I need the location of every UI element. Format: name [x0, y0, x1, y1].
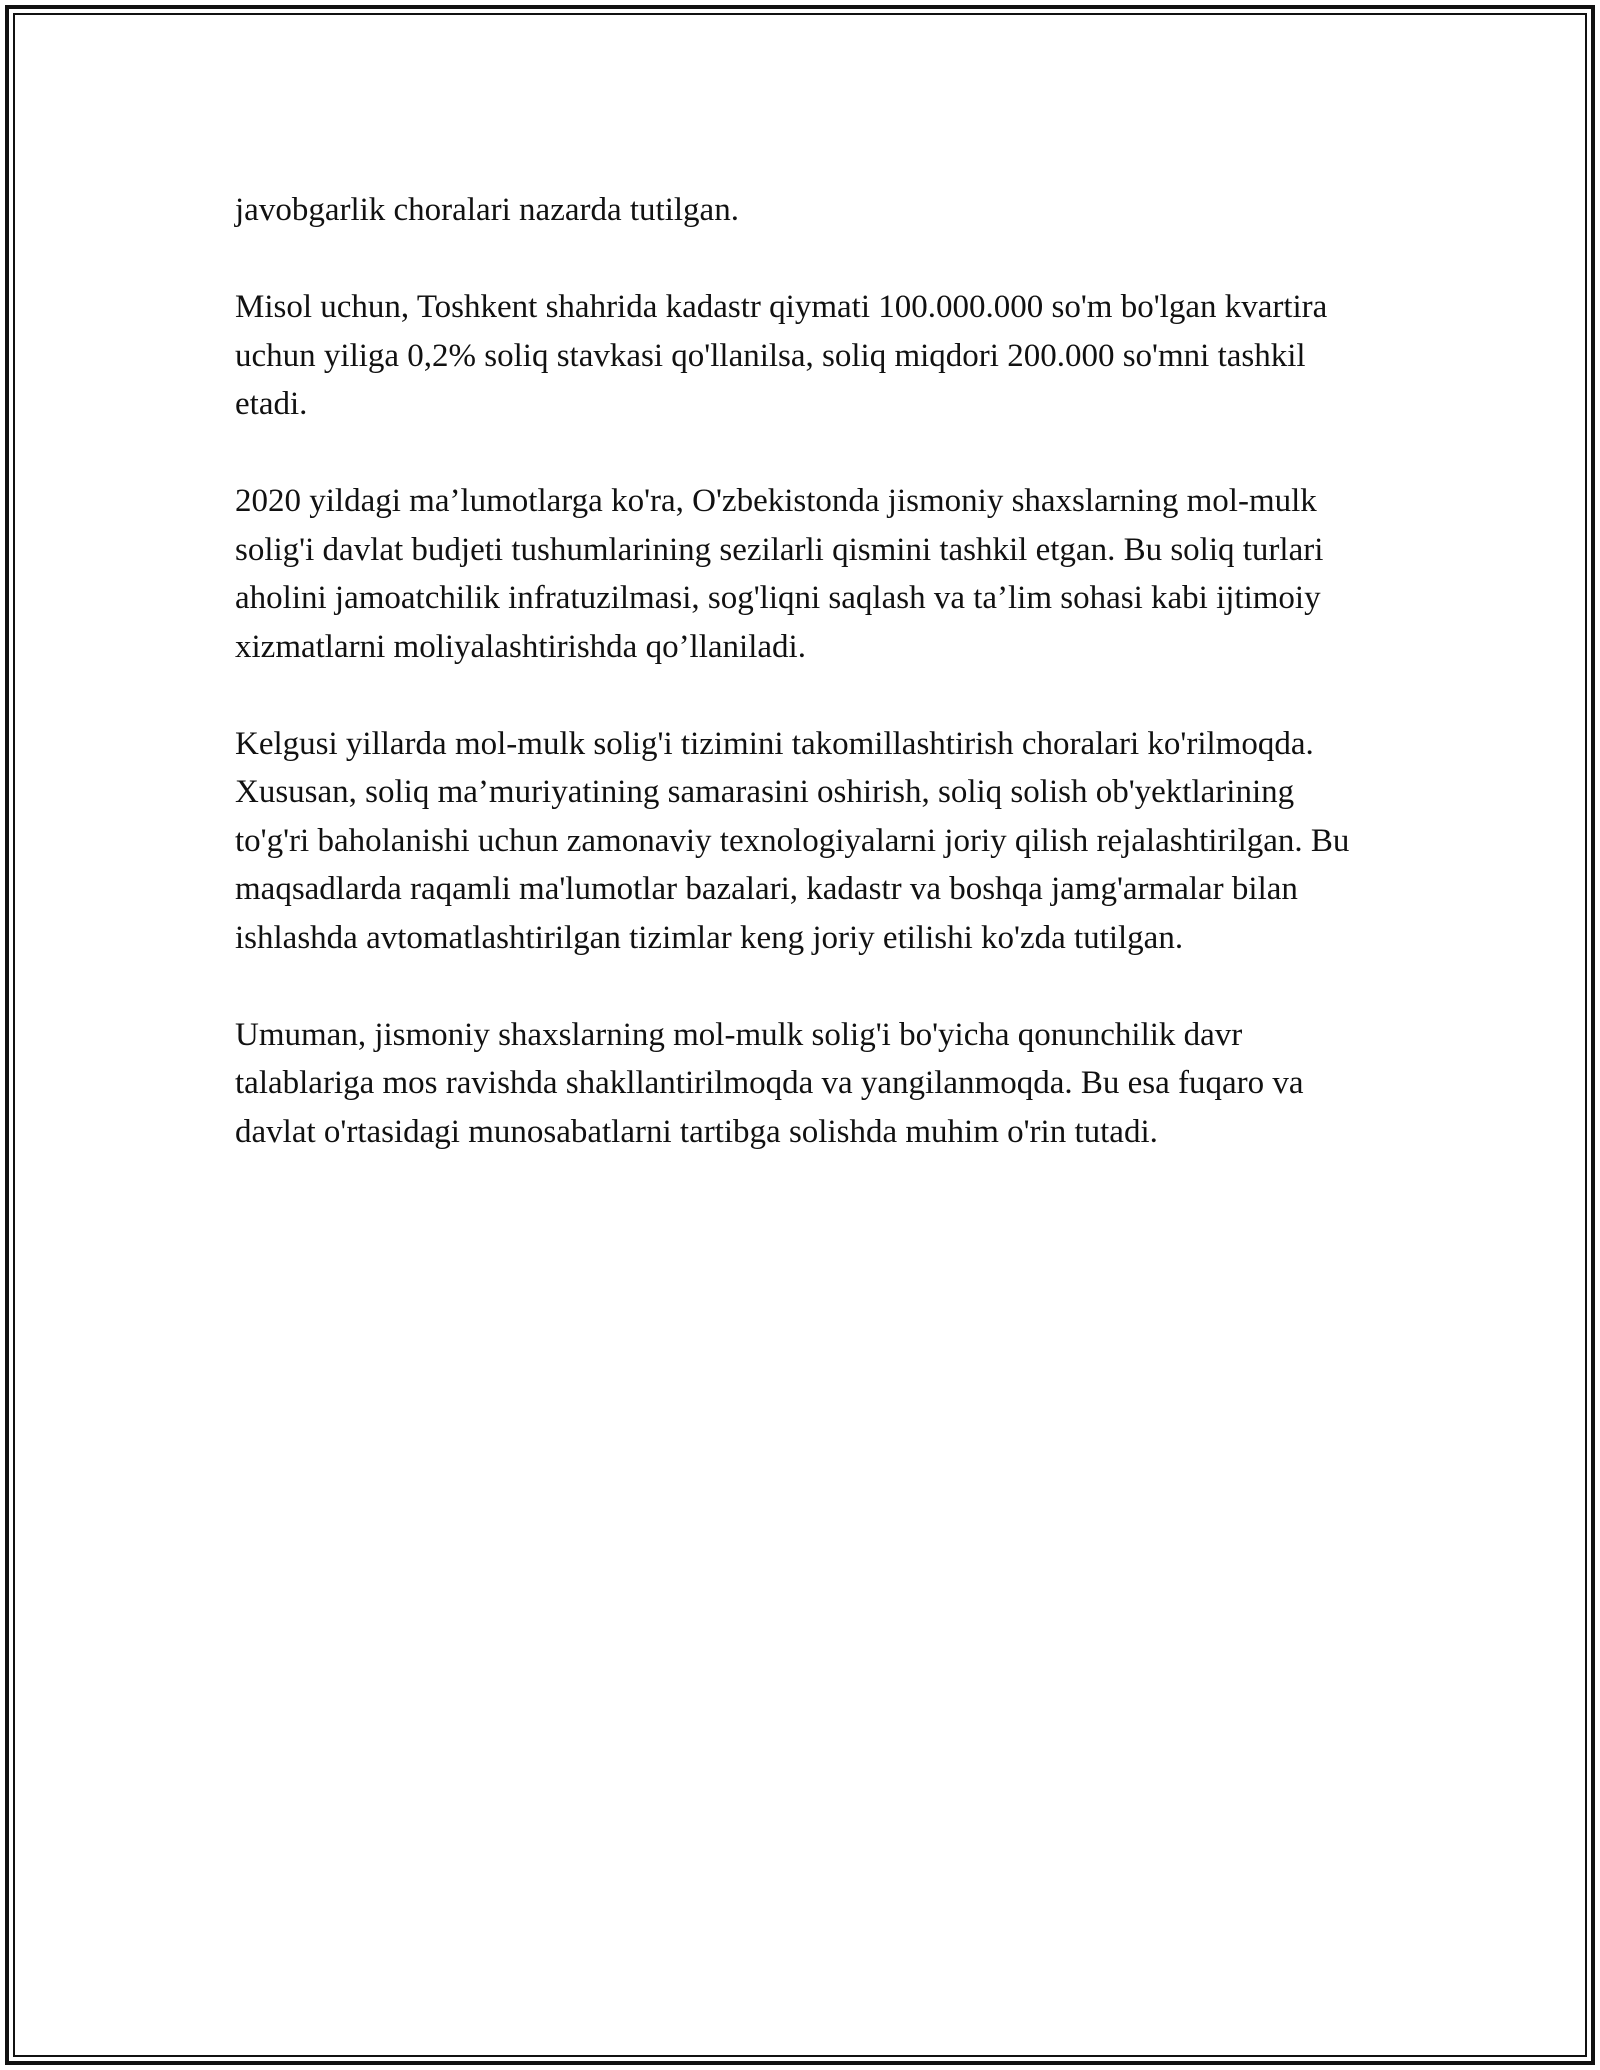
paragraph: Kelgusi yillarda mol-mulk solig'i tizimini takomillashtirish choralari ko'rilmoqda. Xususan, soliq ma’muriyatining samarasini oshirish, soliq solish ob'yektlarining to'g'ri baholanishi uchun zamonaviy texnologiyalarni joriy qilish rejalashtirilgan. Bu maqsadlarda raqamli ma'lumotlar bazalari, kadastr va boshqa jamg'armalar bilan ishlashda avtomatlashtirilgan tizimlar keng joriy etilishi ko'zda tutilgan.	[235, 725, 1350, 956]
paragraph: Umuman, jismoniy shaxslarning mol-mulk solig'i bo'yicha qonunchilik davr talablariga mos ravishda shakllantirilmoqda va yangilanmoqda. Bu esa fuqaro va davlat o'rtasidagi munosabatlarni tartibga solishda muhim o'rin tutadi.	[235, 1016, 1304, 1150]
paragraph: javobgarlik choralari nazarda tutilgan.	[235, 192, 739, 228]
paragraph: 2020 yildagi ma’lumotlarga ko'ra, O'zbekistonda jismoniy shaxslarning mol-mulk solig'i davlat budjeti tushumlarining sezilarli qismini tashkil etgan. Bu soliq turlari aholini jamoatchilik infratuzilmasi, sog'liqni saqlash va ta’lim sohasi kabi ijtimoiy xizmatlarni moliyalashtirishda qo’llaniladi.	[235, 483, 1324, 665]
document-body	[235, 186, 1370, 1205]
paragraph: Misol uchun, Toshkent shahrida kadastr qiymati 100.000.000 so'm bo'lgan kvartira uchun yiliga 0,2% soliq stavkasi qo'llanilsa, soliq miqdori 200.000 so'mni tashkil etadi.	[235, 289, 1328, 422]
